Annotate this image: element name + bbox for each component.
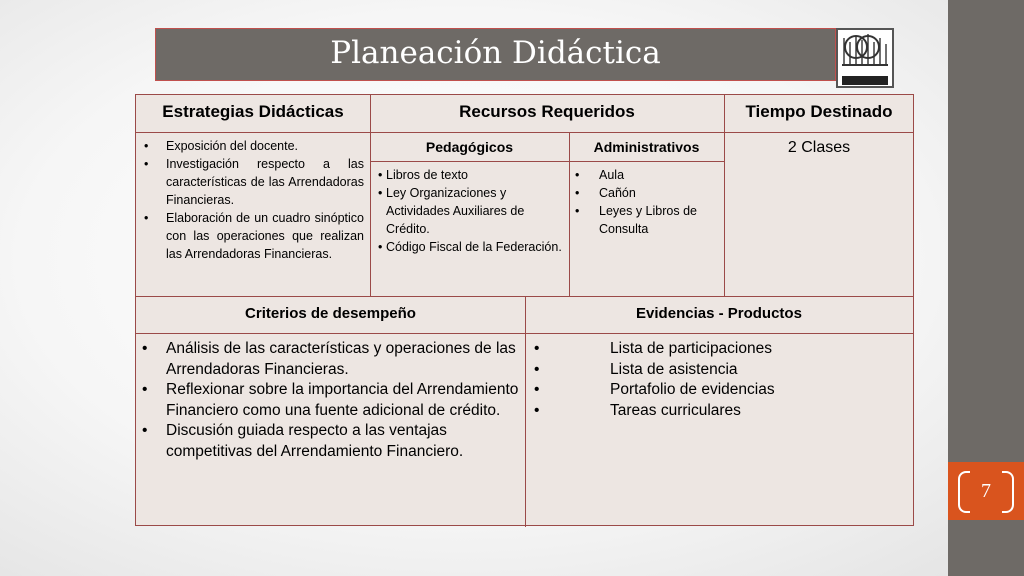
strategies-cell: [136, 137, 370, 263]
time-value: 2 Clases: [787, 139, 851, 156]
criteria-cell: [136, 339, 521, 462]
criteria-item: • Reflexionar sobre la importancia del Arrendamiento Financiero como una fuente adicional de crédito.: [136, 380, 521, 421]
slide-title: Planeación Didáctica: [330, 35, 661, 71]
administrative-cell: [569, 166, 719, 238]
administrative-item: • Cañón: [569, 184, 719, 202]
administrative-list: [569, 166, 719, 238]
subheader-administrative: Administrativos: [593, 139, 700, 155]
evidence-item: • Portafolio de evidencias: [526, 380, 911, 401]
strategies-list: [136, 137, 364, 263]
pedagogical-item: • Código Fiscal de la Federación.: [372, 238, 567, 256]
criteria-list: [136, 339, 521, 462]
pedagogical-item: • Ley Organizaciones y Actividades Auxiliares de Crédito.: [372, 184, 567, 238]
evidence-list: [526, 339, 911, 421]
logo-graphic: [838, 30, 892, 86]
subheader-pedagogical: Pedagógicos: [425, 139, 514, 155]
header-time: Tiempo Destinado: [745, 102, 893, 121]
header-criteria: Criterios de desempeño: [245, 305, 416, 322]
criteria-item: • Discusión guiada respecto a las ventajas competitivas del Arrendamiento Financiero.: [136, 421, 521, 462]
strategy-item: • Elaboración de un cuadro sinóptico con las operaciones que realizan las Arrendadoras Financieras.: [136, 209, 364, 263]
strategy-item: • Investigación respecto a las características de las Arrendadoras Financieras.: [136, 155, 364, 209]
pedagogical-cell: [372, 166, 567, 256]
administrative-item: • Leyes y Libros de Consulta: [569, 202, 719, 238]
administrative-item: • Aula: [569, 166, 719, 184]
pedagogical-item: • Libros de texto: [372, 166, 567, 184]
criteria-item: • Análisis de las características y operaciones de las Arrendadoras Financieras.: [136, 339, 521, 380]
right-brace-icon: [1002, 471, 1014, 513]
header-strategies: Estrategias Didácticas: [162, 102, 344, 121]
uaem-economia-logo: [836, 28, 894, 88]
evidence-cell: [526, 339, 911, 421]
page-number: 7: [981, 480, 991, 502]
evidence-item: • Tareas curriculares: [526, 401, 911, 422]
title-bar: [155, 28, 836, 81]
strategy-item: • Exposición del docente.: [136, 137, 364, 155]
header-resources: Recursos Requeridos: [459, 102, 635, 121]
pedagogical-list: [372, 166, 567, 256]
header-evidence: Evidencias - Productos: [636, 305, 802, 322]
evidence-item: • Lista de asistencia: [526, 360, 911, 381]
evidence-item: • Lista de participaciones: [526, 339, 911, 360]
planning-table: [135, 94, 914, 526]
page-number-badge: [948, 462, 1024, 520]
